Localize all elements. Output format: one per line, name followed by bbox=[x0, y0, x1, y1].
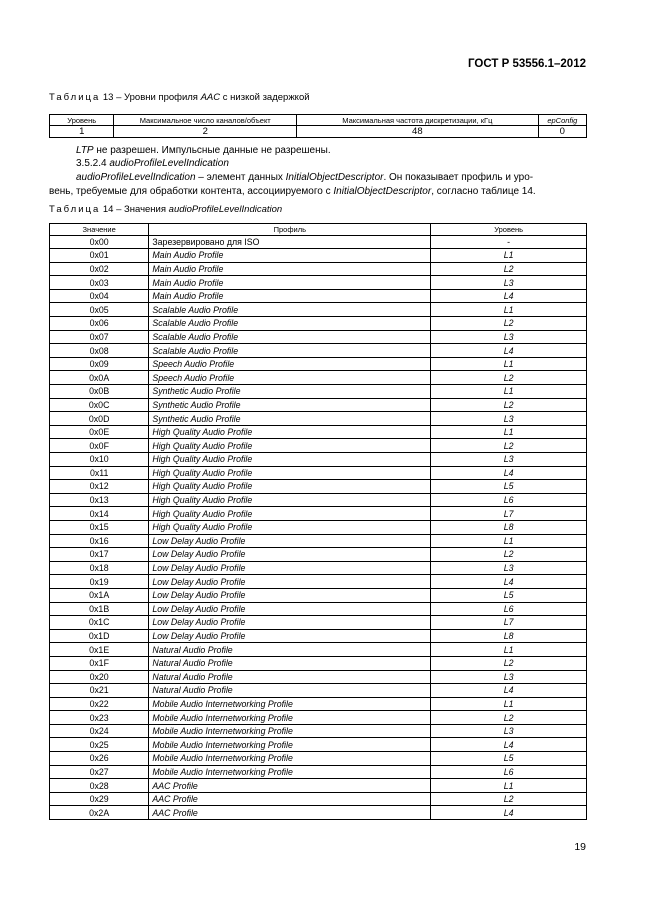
profile-cell: Main Audio Profile bbox=[149, 276, 431, 290]
profile-cell: High Quality Audio Profile bbox=[149, 493, 431, 507]
profile-cell: High Quality Audio Profile bbox=[149, 480, 431, 494]
table-14 bbox=[49, 223, 587, 820]
table-14-header-profile: Профиль bbox=[149, 224, 431, 236]
table-14-caption bbox=[49, 204, 282, 215]
profile-cell: Mobile Audio Internetworking Profile bbox=[149, 765, 431, 779]
level-cell: L2 bbox=[431, 262, 587, 276]
table-row bbox=[50, 643, 587, 657]
table-row bbox=[50, 548, 587, 562]
table-13-cell-epconfig: 0 bbox=[538, 126, 586, 138]
table-row bbox=[50, 779, 587, 793]
table-row bbox=[50, 493, 587, 507]
value-cell: 0x14 bbox=[50, 507, 149, 521]
table-13-header-channels: Максимальное число каналов/объект bbox=[114, 115, 297, 126]
level-cell: L1 bbox=[431, 534, 587, 548]
level-cell: L2 bbox=[431, 371, 587, 385]
value-cell: 0x2A bbox=[50, 806, 149, 820]
profile-cell: Main Audio Profile bbox=[149, 249, 431, 263]
table-row bbox=[50, 439, 587, 453]
definition-descriptor: InitialObjectDescriptor bbox=[285, 172, 384, 183]
value-cell: 0x24 bbox=[50, 724, 149, 738]
level-cell: L4 bbox=[431, 289, 587, 303]
table-row bbox=[50, 670, 587, 684]
definition-text-d: вень, требуемые для обработки контента, ассоциируемого с bbox=[49, 185, 334, 197]
table-13-header-epconfig: epConfig bbox=[538, 115, 586, 126]
value-cell: 0x08 bbox=[50, 344, 149, 358]
value-cell: 0x1C bbox=[50, 616, 149, 630]
level-cell: L1 bbox=[431, 643, 587, 657]
value-cell: 0x00 bbox=[50, 235, 149, 249]
level-cell: L5 bbox=[431, 752, 587, 766]
level-cell: L7 bbox=[431, 507, 587, 521]
value-cell: 0x04 bbox=[50, 289, 149, 303]
level-cell: L3 bbox=[431, 670, 587, 684]
table-row bbox=[50, 289, 587, 303]
table-row bbox=[50, 303, 587, 317]
level-cell: L2 bbox=[431, 439, 587, 453]
value-cell: 0x19 bbox=[50, 575, 149, 589]
table-row bbox=[50, 656, 587, 670]
table-13-cell-level: 1 bbox=[50, 126, 114, 138]
value-cell: 0x06 bbox=[50, 317, 149, 331]
profile-cell: Natural Audio Profile bbox=[149, 684, 431, 698]
table-13-header-frequency: Максимальная частота дискретизации, кГц bbox=[297, 115, 539, 126]
table-row bbox=[50, 385, 587, 399]
profile-cell: Scalable Audio Profile bbox=[149, 317, 431, 331]
profile-cell: Low Delay Audio Profile bbox=[149, 575, 431, 589]
profile-cell: Low Delay Audio Profile bbox=[149, 548, 431, 562]
table-row bbox=[50, 235, 587, 249]
table-row bbox=[50, 602, 587, 616]
value-cell: 0x27 bbox=[50, 765, 149, 779]
table-14-header-level: Уровень bbox=[431, 224, 587, 236]
profile-cell: High Quality Audio Profile bbox=[149, 520, 431, 534]
level-cell: L1 bbox=[431, 303, 587, 317]
level-cell: L1 bbox=[431, 779, 587, 793]
profile-cell: Speech Audio Profile bbox=[149, 371, 431, 385]
table-13-cell-channels: 2 bbox=[114, 126, 297, 138]
table-row bbox=[50, 684, 587, 698]
table-row bbox=[50, 792, 587, 806]
table-row bbox=[50, 616, 587, 630]
value-cell: 0x23 bbox=[50, 711, 149, 725]
value-cell: 0x0A bbox=[50, 371, 149, 385]
level-cell: L2 bbox=[431, 792, 587, 806]
table-13-caption-label: Таблица bbox=[49, 92, 101, 103]
value-cell: 0x18 bbox=[50, 561, 149, 575]
definition-term: audioProfileLevelIndication bbox=[76, 172, 196, 183]
value-cell: 0x0E bbox=[50, 425, 149, 439]
table-row bbox=[50, 480, 587, 494]
table-14-header-row bbox=[50, 224, 587, 236]
table-row bbox=[50, 806, 587, 820]
profile-cell: Mobile Audio Internetworking Profile bbox=[149, 752, 431, 766]
level-cell: L1 bbox=[431, 249, 587, 263]
table-row bbox=[50, 262, 587, 276]
level-cell: L4 bbox=[431, 806, 587, 820]
level-cell: L4 bbox=[431, 738, 587, 752]
value-cell: 0x03 bbox=[50, 276, 149, 290]
level-cell: L1 bbox=[431, 697, 587, 711]
value-cell: 0x1E bbox=[50, 643, 149, 657]
ltp-text: не разрешен. Импульсные данные не разрешены. bbox=[93, 145, 331, 156]
value-cell: 0x12 bbox=[50, 480, 149, 494]
level-cell: L4 bbox=[431, 344, 587, 358]
table-row bbox=[50, 425, 587, 439]
value-cell: 0x0C bbox=[50, 398, 149, 412]
value-cell: 0x13 bbox=[50, 493, 149, 507]
profile-cell: AAC Profile bbox=[149, 792, 431, 806]
document-standard-number: ГОСТ Р 53556.1–2012 bbox=[468, 58, 586, 70]
profile-cell: Main Audio Profile bbox=[149, 262, 431, 276]
definition-text-c: . Он показывает профиль и уро- bbox=[383, 172, 534, 183]
profile-cell: AAC Profile bbox=[149, 806, 431, 820]
profile-cell: Mobile Audio Internetworking Profile bbox=[149, 738, 431, 752]
profile-cell: Synthetic Audio Profile bbox=[149, 412, 431, 426]
profile-cell: High Quality Audio Profile bbox=[149, 507, 431, 521]
table-row bbox=[50, 697, 587, 711]
value-cell: 0x1F bbox=[50, 656, 149, 670]
level-cell: L2 bbox=[431, 656, 587, 670]
table-14-header-value: Значение bbox=[50, 224, 149, 236]
table-row bbox=[50, 629, 587, 643]
profile-cell: Low Delay Audio Profile bbox=[149, 588, 431, 602]
level-cell: L2 bbox=[431, 398, 587, 412]
value-cell: 0x28 bbox=[50, 779, 149, 793]
table-row bbox=[50, 357, 587, 371]
paragraph-definition bbox=[49, 171, 587, 198]
table-14-caption-label: Таблица bbox=[49, 204, 101, 215]
value-cell: 0x09 bbox=[50, 357, 149, 371]
definition-descriptor-2: InitialObjectDescriptor bbox=[333, 185, 432, 197]
table-13 bbox=[49, 114, 587, 138]
table-13-header-row bbox=[50, 115, 587, 126]
value-cell: 0x26 bbox=[50, 752, 149, 766]
profile-cell: Low Delay Audio Profile bbox=[149, 561, 431, 575]
profile-cell: High Quality Audio Profile bbox=[149, 466, 431, 480]
profile-cell: Scalable Audio Profile bbox=[149, 303, 431, 317]
level-cell: L2 bbox=[431, 548, 587, 562]
profile-cell: Natural Audio Profile bbox=[149, 670, 431, 684]
level-cell: L3 bbox=[431, 330, 587, 344]
level-cell: L4 bbox=[431, 575, 587, 589]
table-row bbox=[50, 371, 587, 385]
profile-cell: Main Audio Profile bbox=[149, 289, 431, 303]
value-cell: 0x17 bbox=[50, 548, 149, 562]
ltp-term: LTP bbox=[76, 145, 94, 156]
profile-cell: High Quality Audio Profile bbox=[149, 439, 431, 453]
section-title: audioProfileLevelIndication bbox=[109, 158, 229, 169]
profile-cell: Low Delay Audio Profile bbox=[149, 616, 431, 630]
section-number: 3.5.2.4 bbox=[76, 158, 110, 169]
level-cell: L1 bbox=[431, 385, 587, 399]
table-row bbox=[50, 344, 587, 358]
level-cell: L5 bbox=[431, 588, 587, 602]
value-cell: 0x1D bbox=[50, 629, 149, 643]
value-cell: 0x25 bbox=[50, 738, 149, 752]
level-cell: L4 bbox=[431, 684, 587, 698]
table-13-caption-italic: AAC bbox=[200, 92, 221, 103]
profile-cell: Low Delay Audio Profile bbox=[149, 602, 431, 616]
table-13-cell-frequency: 48 bbox=[297, 126, 539, 138]
profile-cell: Low Delay Audio Profile bbox=[149, 534, 431, 548]
level-cell: L4 bbox=[431, 466, 587, 480]
level-cell: L3 bbox=[431, 276, 587, 290]
paragraph-ltp bbox=[49, 144, 614, 158]
value-cell: 0x0F bbox=[50, 439, 149, 453]
profile-cell: Зарезервировано для ISO bbox=[149, 235, 431, 249]
section-heading bbox=[49, 157, 614, 171]
level-cell: L2 bbox=[431, 317, 587, 331]
value-cell: 0x20 bbox=[50, 670, 149, 684]
table-14-body bbox=[50, 235, 587, 820]
table-13-caption-text: 13 – Уровни профиля bbox=[100, 92, 201, 103]
value-cell: 0x10 bbox=[50, 453, 149, 467]
profile-cell: Low Delay Audio Profile bbox=[149, 629, 431, 643]
table-13-caption bbox=[49, 92, 310, 103]
level-cell: L8 bbox=[431, 520, 587, 534]
profile-cell: High Quality Audio Profile bbox=[149, 453, 431, 467]
table-row bbox=[50, 711, 587, 725]
value-cell: 0x29 bbox=[50, 792, 149, 806]
table-13-header-level: Уровень bbox=[50, 115, 114, 126]
profile-cell: High Quality Audio Profile bbox=[149, 425, 431, 439]
level-cell: L8 bbox=[431, 629, 587, 643]
table-row bbox=[50, 453, 587, 467]
table-row bbox=[50, 249, 587, 263]
table-row bbox=[50, 588, 587, 602]
level-cell: L1 bbox=[431, 357, 587, 371]
value-cell: 0x16 bbox=[50, 534, 149, 548]
value-cell: 0x11 bbox=[50, 466, 149, 480]
profile-cell: AAC Profile bbox=[149, 779, 431, 793]
table-row bbox=[50, 276, 587, 290]
table-row bbox=[50, 398, 587, 412]
table-row bbox=[50, 330, 587, 344]
value-cell: 0x15 bbox=[50, 520, 149, 534]
level-cell: L5 bbox=[431, 480, 587, 494]
value-cell: 0x21 bbox=[50, 684, 149, 698]
table-row bbox=[50, 724, 587, 738]
profile-cell: Natural Audio Profile bbox=[149, 643, 431, 657]
profile-cell: Scalable Audio Profile bbox=[149, 330, 431, 344]
table-row bbox=[50, 534, 587, 548]
level-cell: L6 bbox=[431, 765, 587, 779]
page-number: 19 bbox=[574, 841, 586, 853]
definition-text-f: , согласно таблице 14. bbox=[431, 185, 536, 197]
table-13-row bbox=[50, 126, 587, 138]
profile-cell: Synthetic Audio Profile bbox=[149, 398, 431, 412]
profile-cell: Natural Audio Profile bbox=[149, 656, 431, 670]
profile-cell: Mobile Audio Internetworking Profile bbox=[149, 724, 431, 738]
level-cell: L3 bbox=[431, 724, 587, 738]
value-cell: 0x22 bbox=[50, 697, 149, 711]
table-row bbox=[50, 738, 587, 752]
level-cell: L6 bbox=[431, 493, 587, 507]
level-cell: - bbox=[431, 235, 587, 249]
value-cell: 0x0D bbox=[50, 412, 149, 426]
definition-text-a: – элемент данных bbox=[195, 172, 286, 183]
value-cell: 0x1B bbox=[50, 602, 149, 616]
profile-cell: Mobile Audio Internetworking Profile bbox=[149, 697, 431, 711]
table-14-caption-text: 14 – Значения bbox=[100, 204, 169, 215]
level-cell: L3 bbox=[431, 453, 587, 467]
table-row bbox=[50, 575, 587, 589]
table-row bbox=[50, 561, 587, 575]
value-cell: 0x01 bbox=[50, 249, 149, 263]
value-cell: 0x07 bbox=[50, 330, 149, 344]
profile-cell: Scalable Audio Profile bbox=[149, 344, 431, 358]
value-cell: 0x0B bbox=[50, 385, 149, 399]
level-cell: L3 bbox=[431, 561, 587, 575]
table-row bbox=[50, 765, 587, 779]
table-row bbox=[50, 317, 587, 331]
level-cell: L7 bbox=[431, 616, 587, 630]
table-row bbox=[50, 507, 587, 521]
profile-cell: Synthetic Audio Profile bbox=[149, 385, 431, 399]
table-14-caption-italic: audioProfileLevelIndication bbox=[168, 204, 283, 215]
profile-cell: Speech Audio Profile bbox=[149, 357, 431, 371]
level-cell: L2 bbox=[431, 711, 587, 725]
level-cell: L3 bbox=[431, 412, 587, 426]
table-row bbox=[50, 752, 587, 766]
level-cell: L1 bbox=[431, 425, 587, 439]
table-row bbox=[50, 466, 587, 480]
level-cell: L6 bbox=[431, 602, 587, 616]
value-cell: 0x05 bbox=[50, 303, 149, 317]
profile-cell: Mobile Audio Internetworking Profile bbox=[149, 711, 431, 725]
value-cell: 0x02 bbox=[50, 262, 149, 276]
definition-line-2 bbox=[49, 185, 587, 199]
table-row bbox=[50, 412, 587, 426]
table-13-caption-tail: с низкой задержкой bbox=[220, 92, 310, 103]
definition-line-1 bbox=[49, 171, 587, 185]
value-cell: 0x1A bbox=[50, 588, 149, 602]
table-row bbox=[50, 520, 587, 534]
